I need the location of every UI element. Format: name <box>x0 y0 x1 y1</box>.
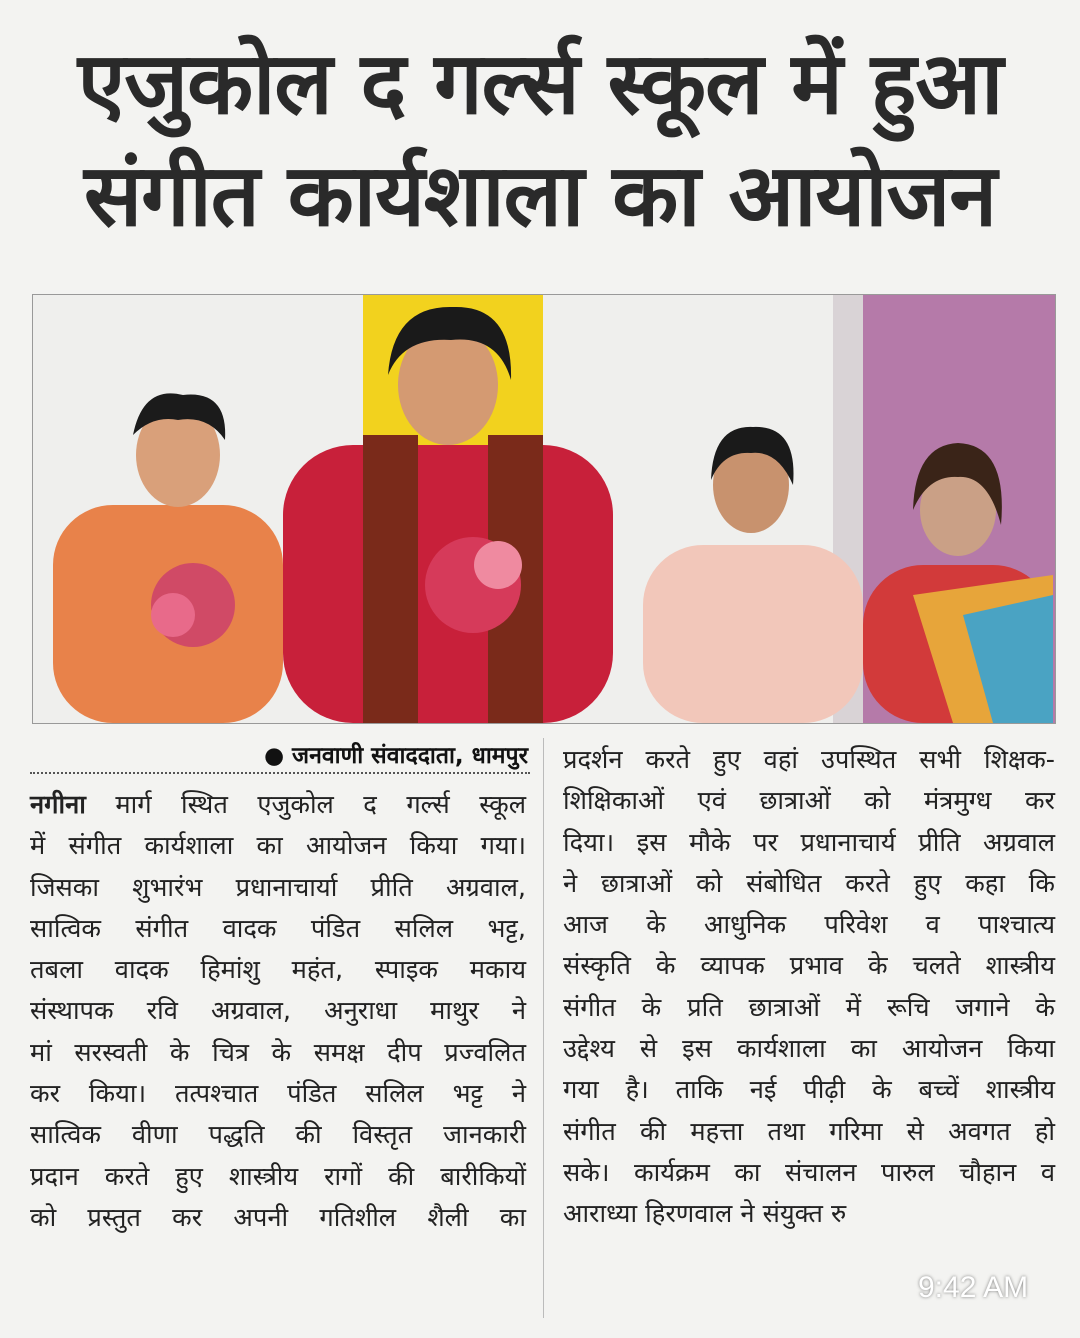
article-line: ने छात्राओं को संबोधित करते हुए कहा कि <box>563 868 1055 899</box>
article-line: कर किया। तत्पश्चात पंडित सलिल भट्ट ने <box>30 1079 526 1110</box>
article-line: जिसका शुभारंभ प्रधानाचार्या प्रीति अग्रवाल, <box>30 872 526 903</box>
article-line: प्रदान करते हुए शास्त्रीय रागों की बारीकियों <box>30 1161 526 1192</box>
article-line: नगीना मार्ग स्थित एजुकोल द गर्ल्स स्कूल <box>30 790 526 820</box>
article-line: को प्रस्तुत कर अपनी गतिशील शैली का <box>30 1202 526 1233</box>
article-column-2 <box>563 740 1055 1236</box>
article-line: में संगीत कार्यशाला का आयोजन किया गया। <box>30 831 526 862</box>
headline-line-2: संगीत कार्यशाला का आयोजन <box>83 146 997 246</box>
article-line: उद्देश्य से इस कार्यशाला का आयोजन किया <box>563 1034 1055 1065</box>
article-line: मां सरस्वती के चित्र के समक्ष दीप प्रज्वलित <box>30 1037 526 1068</box>
headline <box>20 28 1060 252</box>
article-line: सात्विक संगीत वादक पंडित सलिल भट्ट, <box>30 913 526 944</box>
overlay-timestamp: 9:42 AM <box>918 1271 1029 1304</box>
article-line: शिक्षिकाओं एवं छात्राओं को मंत्रमुग्ध कर <box>563 786 1055 817</box>
byline: ● जनवाणी संवाददाता, धामपुर <box>263 743 528 769</box>
byline-dotted-rule <box>30 772 530 774</box>
article-line: आज के आधुनिक परिवेश व पाश्चात्य <box>563 910 1055 941</box>
article-line: सात्विक वीणा पद्धति की विस्तृत जानकारी <box>30 1120 526 1151</box>
headline-line-1: एजुकोल द गर्ल्स स्कूल में हुआ <box>77 34 1003 134</box>
article-line: गया है। ताकि नई पीढ़ी के बच्चें शास्त्रीय <box>563 1075 1055 1106</box>
article-line: सके। कार्यक्रम का संचालन पारुल चौहान व <box>563 1157 1055 1188</box>
dateline: नगीना <box>30 790 86 820</box>
article-line: संस्कृति के व्यापक प्रभाव के चलते शास्त्रीय <box>563 951 1055 982</box>
article-line: दिया। इस मौके पर प्रधानाचार्य प्रीति अग्रवाल <box>563 827 1055 858</box>
article-line: संस्थापक रवि अग्रवाल, अनुराधा माथुर ने <box>30 996 526 1027</box>
article-line: संगीत की महत्ता तथा गरिमा से अवगत हो <box>563 1116 1055 1147</box>
news-photo <box>32 294 1056 724</box>
article-line: संगीत के प्रति छात्राओं में रूचि जगाने के <box>563 992 1055 1023</box>
article-line: तबला वादक हिमांशु महंत, स्पाइक मकाय <box>30 955 526 986</box>
article-column-1 <box>30 785 526 1239</box>
article-line: प्रदर्शन करते हुए वहां उपस्थित सभी शिक्षक- <box>563 745 1055 775</box>
column-divider <box>543 738 544 1318</box>
article-line: आराध्या हिरणवाल ने संयुक्त रु <box>563 1199 847 1230</box>
photo-illustration <box>33 295 1055 723</box>
